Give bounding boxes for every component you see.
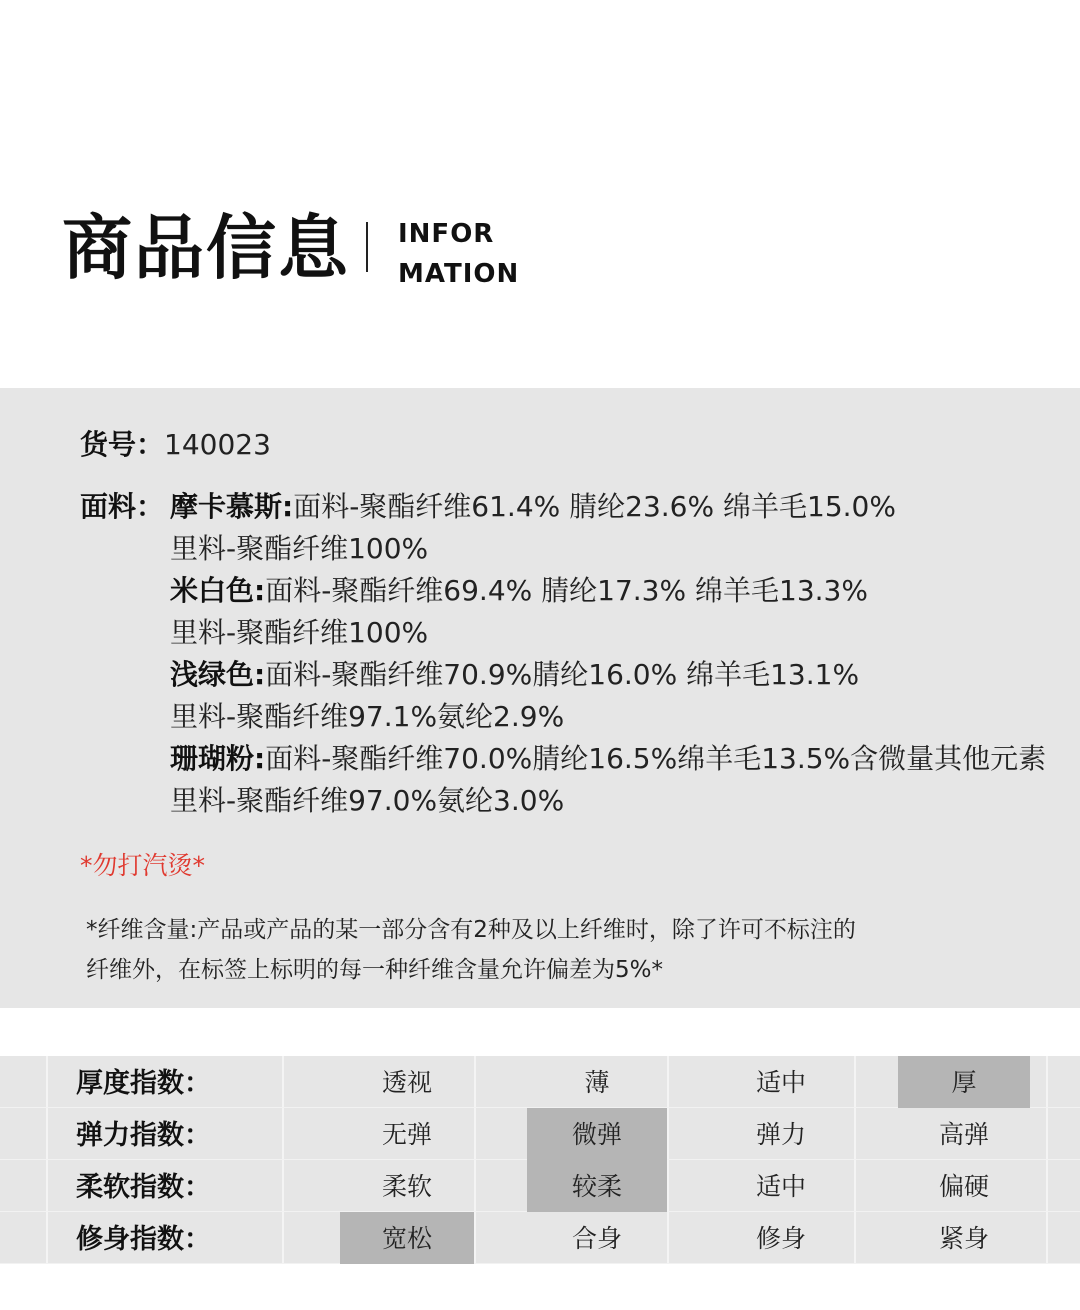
fabric-label: 面料： [80,490,165,523]
fabric-outer: 面料-聚酯纤维70.9%腈纶16.0% 绵羊毛13.1% [265,658,860,691]
index-row [0,1056,1080,1108]
fabric-outer-line [170,654,1046,696]
index-option-selected: 微弹 [527,1108,667,1160]
fabric-outer-line [170,570,1046,612]
index-option: 弹力 [755,1120,806,1149]
title-divider [366,222,368,272]
fabric-list [170,486,1046,822]
index-row [0,1160,1080,1212]
fabric-color-name: 珊瑚粉: [170,742,266,775]
fabric-color-name: 浅绿色: [170,658,266,691]
title-en-line1: INFOR [398,219,495,249]
index-option: 无弹 [381,1120,432,1149]
fabric-outer: 面料-聚酯纤维61.4% 腈纶23.6% 绵羊毛15.0% [293,490,896,523]
page-title-en [398,214,519,294]
fabric-lining: 里料-聚酯纤维100% [170,532,429,565]
fiber-note [86,910,856,990]
index-option: 柔软 [381,1172,432,1201]
index-label: 修身指数： [76,1224,211,1255]
fiber-note-line2: 纤维外，在标签上标明的每一种纤维含量允许偏差为5%* [86,957,663,983]
title-en-line2: MATION [398,259,520,289]
page-title: 商品信息 [62,207,350,289]
header-section [0,0,1080,388]
index-label: 弹力指数： [76,1120,211,1151]
index-label: 柔软指数： [76,1172,211,1203]
fabric-color-name: 摩卡慕斯: [170,490,294,523]
care-warning: *勿打汽烫* [80,851,206,880]
fabric-lining: 里料-聚酯纤维100% [170,616,429,649]
fabric-lining: 里料-聚酯纤维97.1%氨纶2.9% [170,700,565,733]
fabric-outer: 面料-聚酯纤维70.0%腈纶16.5%绵羊毛13.5%含微量其他元素 [265,742,1047,775]
index-option: 薄 [584,1068,610,1097]
index-row [0,1212,1080,1264]
fabric-color-name: 米白色: [170,574,266,607]
index-option-selected: 较柔 [527,1160,667,1212]
index-option: 合身 [571,1224,622,1253]
index-option: 适中 [755,1068,806,1097]
index-option: 适中 [755,1172,806,1201]
fabric-lining: 里料-聚酯纤维97.0%氨纶3.0% [170,784,565,817]
index-option-selected: 厚 [898,1056,1030,1108]
sku-label: 货号： [80,428,165,461]
index-option: 紧身 [938,1224,989,1253]
sku-row [80,424,271,466]
index-option: 修身 [755,1224,806,1253]
sku-value: 140023 [164,428,271,461]
index-option: 偏硬 [938,1172,989,1201]
index-option-selected: 宽松 [340,1212,474,1264]
index-option: 透视 [381,1068,432,1097]
index-row [0,1108,1080,1160]
fabric-outer-line [170,738,1046,780]
index-option: 高弹 [938,1120,989,1149]
fabric-outer-line [170,486,1046,528]
index-label: 厚度指数： [76,1068,211,1099]
index-table [0,1056,1080,1264]
fiber-note-line1: *纤维含量:产品或产品的某一部分含有2种及以上纤维时，除了许可不标注的 [86,917,856,943]
product-info-section [0,388,1080,1008]
fabric-outer: 面料-聚酯纤维69.4% 腈纶17.3% 绵羊毛13.3% [265,574,868,607]
